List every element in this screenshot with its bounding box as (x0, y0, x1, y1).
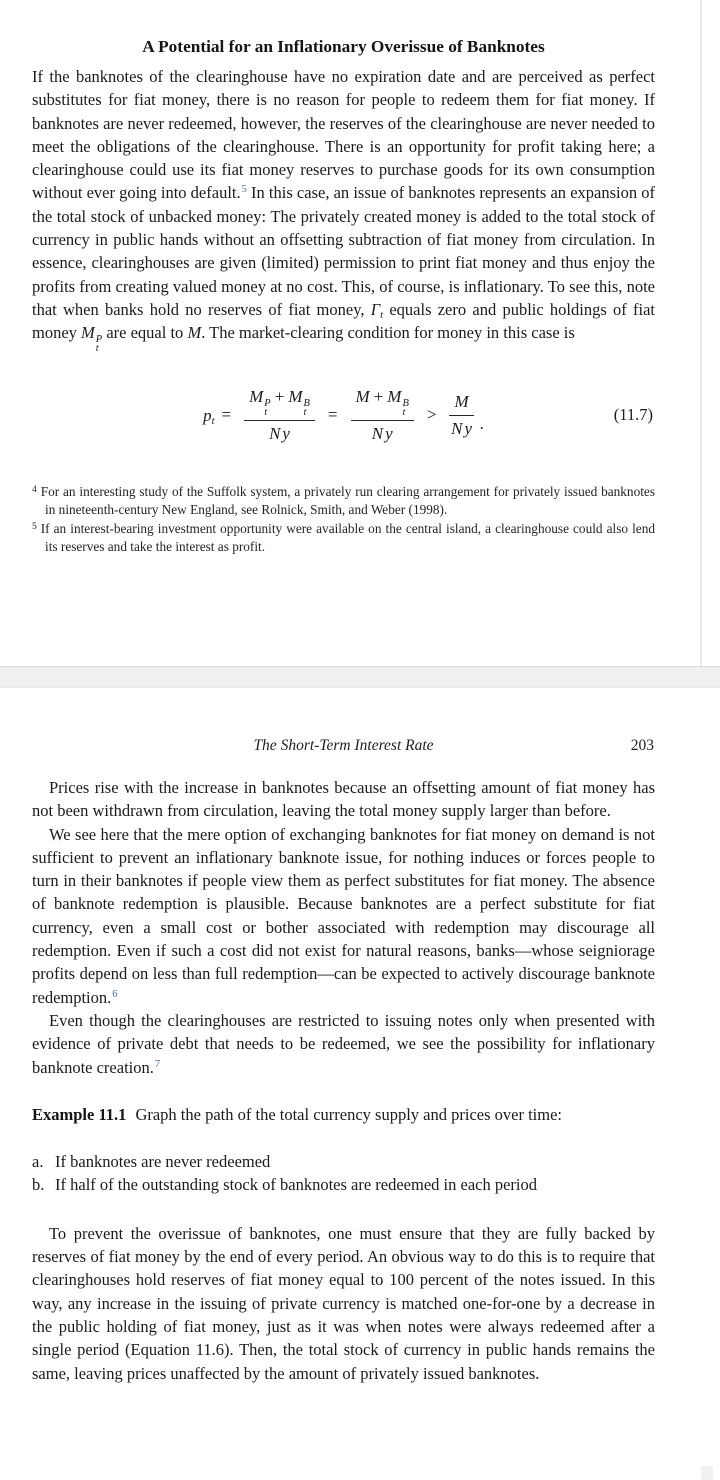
footnote-4-marker: 4 (32, 485, 37, 496)
example-text: Graph the path of the total currency supply and prices over time: (135, 1104, 563, 1124)
book-page-top (32, 0, 655, 555)
equation-11-7 (32, 382, 655, 448)
math-M-P-t: M P t (81, 323, 103, 355)
paragraph-even-though (32, 1009, 655, 1079)
running-header-title: The Short-Term Interest Rate (253, 737, 434, 754)
list-item-marker: b. (32, 1175, 45, 1195)
paragraph-text: If the banknotes of the clearinghouse have no expiration date and are perceived as perfect substitutes for fiat money, there is no reason for people to redeem them for fiat money. If banknotes are never redeemed, however, the reserves of the clearinghouse are never needed to meet the obligations of the clearinghouse. There is an opportunity for profit taking here; a clearinghouse could use its fiat money reserves to purchase goods for its own consumption without ever going into default. (32, 67, 655, 203)
list-item-text: If half of the outstanding stock of banknotes are redeemed in each period (55, 1175, 537, 1195)
list-item (32, 1173, 655, 1196)
footnote-ref-7-link[interactable]: 7 (154, 1058, 161, 1070)
paragraph-we-see (32, 823, 655, 1009)
footnote-ref-6-link[interactable]: 6 (112, 988, 118, 1000)
footnote-4-text: For an interesting study of the Suffolk system, a privately run clearing arrangement for privately issued banknotes in nineteenth-century New England, see Rolnick, Smith, and Weber (1998). (40, 484, 655, 518)
greater-than-sign: > (426, 405, 437, 425)
footnote-5-marker: 5 (32, 521, 37, 532)
paragraph-text: are equal to (102, 323, 188, 343)
list-item-text: If banknotes are never redeemed (55, 1152, 271, 1172)
fraction-3: $\frac{M}{\text{N y}}$ (451, 391, 472, 438)
example-label: Example 11.1 (32, 1104, 127, 1124)
equation-body (32, 382, 655, 448)
paragraph-to-prevent: To prevent the overissue of banknotes, one must ensure that they are fully backed by reserves of fiat money by the end of every period. An obvious way to do this is to require that clearinghouses hold reserves of fiat money equal to 100 percent of the notes issued. In this way, any increase in the issuing of private currency is matched one-for-one by a decrease in the public holding of fiat money, just as it was when notes were always redeemed after a single period (Equation 11.6). Then, the total stock of currency in public hands remains the same, leaving prices unaffected by the amount of privately issued banknotes. (32, 1223, 655, 1383)
math-M: M (187, 323, 202, 343)
math-gamma-t: $\Gamma_t$ (370, 299, 384, 321)
equals-sign: = (327, 405, 338, 425)
footnote-5 (32, 519, 655, 556)
paragraph-text: equals zero and public holdings of fiat money (32, 299, 655, 343)
example-options-list (32, 1150, 655, 1197)
example-11-1 (32, 1103, 655, 1126)
page-break-divider (0, 666, 720, 688)
paragraph-text: In this case, an issue of banknotes represents an expansion of the total stock of unbacked money: The privately created money is added to the total stock of currency in public hands without an offsetting subtraction of fiat money from circulation. In essence, clearinghouses are given (limited) permission to print fiat money and thus enjoy the profits from creating valued money at no cost. This, of course, is inflationary. To see this, note that when banks hold no reserves of fiat money, (32, 183, 655, 319)
paragraph-text: Even though the clearinghouses are restricted to issuing notes only when presented with evidence of private debt that needs to be redeemed, we see the possibility for inflationary banknote creation. (32, 1010, 655, 1077)
equals-sign: = (221, 405, 232, 425)
paragraph-overissue (32, 65, 655, 353)
page-number: 203 (630, 737, 654, 754)
list-item-marker: a. (32, 1152, 44, 1172)
equation-period: . (479, 414, 484, 434)
list-item (32, 1150, 655, 1173)
section-title: A Potential for an Inflationary Overissue of Banknotes (142, 37, 545, 56)
paragraph-text: We see here that the mere option of exchanging banknotes for fiat money on demand is not sufficient to prevent an inflationary banknote issue, for nothing induces or forces people to turn in their banknotes if people view them as perfect substitutes for fiat money. The absence of banknote redemption is plausible. Because banknotes are a perfect substitute for fiat currency, even a small cost or bother associated with redemption may discourage all redemption. Even if such a cost did not exist for natural reasons, banks—whose seigniorage profits depend on less than full redemption—can be expected to actively discourage banknote redemption. (32, 824, 655, 1007)
scrollbar-corner (701, 1466, 713, 1480)
paragraph-prices-rise: Prices rise with the increase in banknotes because an offsetting amount of fiat money has not been withdrawn from circulation, leaving the total money supply larger than before. (32, 778, 655, 821)
running-header (32, 737, 655, 757)
fraction-2: M + M B t N y (351, 387, 414, 444)
paragraph-text: . The market-clearing condition for money in this case is (201, 323, 575, 343)
footnote-ref-5-link[interactable]: 5 (241, 184, 247, 196)
footnotes-block (32, 482, 655, 555)
math-p-t: $p_t$ (203, 406, 215, 428)
book-page-bottom (32, 737, 655, 1385)
fraction-1: M P t + M B t N y (244, 387, 315, 444)
footnote-5-text: If an interest-bearing investment opportunity were available on the central island, a clearinghouse could also lend its reserves and take the interest as profit. (40, 520, 655, 554)
equation-number: (11.7) (613, 405, 653, 425)
page-edge-line (700, 0, 702, 666)
footnote-4 (32, 482, 655, 519)
